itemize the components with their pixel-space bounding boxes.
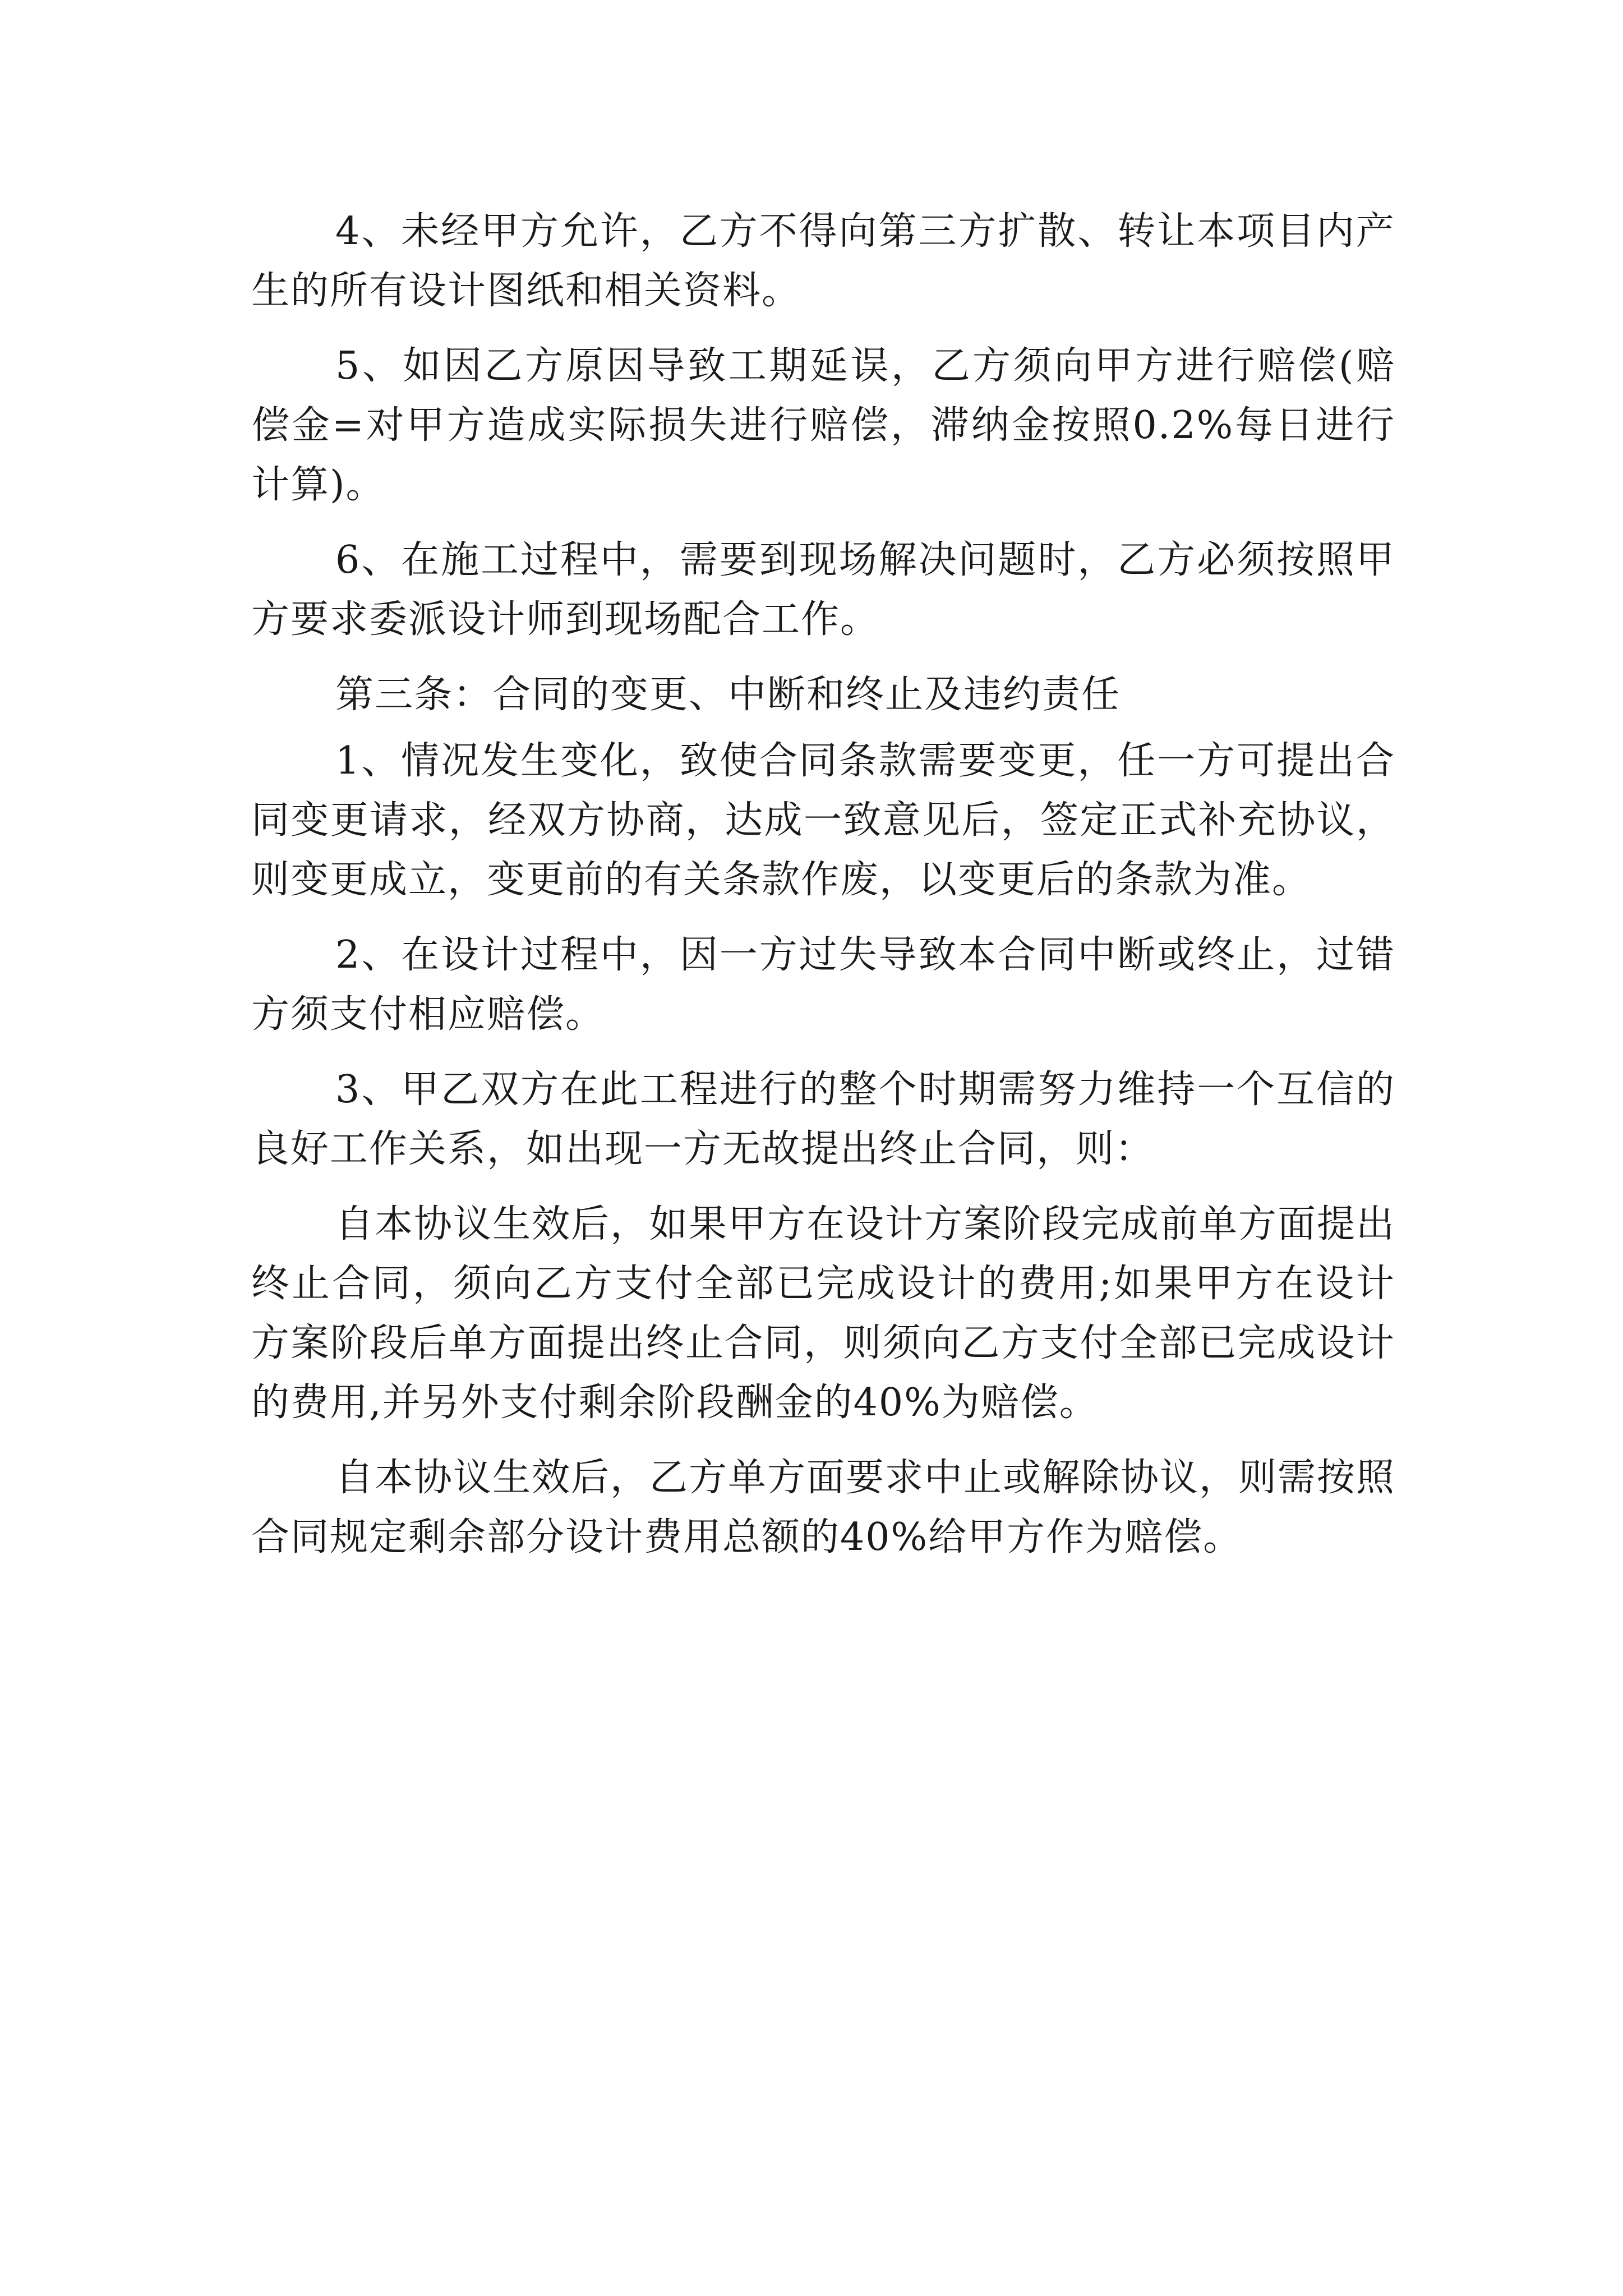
article-three-paragraph-2: 2、在设计过程中，因一方过失导致本合同中断或终止，过错方须支付相应赔偿。 bbox=[251, 933, 1395, 1037]
clause-paragraph-5: 5、如因乙方原因导致工期延误，乙方须向甲方进行赔偿(赔偿金=对甲方造成实际损失进行赔偿，滞纳金按照0.2%每日进行计算)。 bbox=[251, 344, 1395, 507]
party-b-termination-paragraph: 自本协议生效后，乙方单方面要求中止或解除协议，则需按照合同规定剩余部分设计费用总额的40%给甲方作为赔偿。 bbox=[251, 1456, 1396, 1559]
clause-paragraph-6: 6、在施工过程中，需要到现场解决问题时，乙方必须按照甲方要求委派设计师到现场配合工作。 bbox=[251, 538, 1395, 642]
clause-paragraph-4: 4、未经甲方允许，乙方不得向第三方扩散、转让本项目内产生的所有设计图纸和相关资料。 bbox=[251, 209, 1395, 313]
article-three-heading: 第三条：合同的变更、中断和终止及违约责任 bbox=[335, 673, 1121, 717]
article-three-paragraph-3: 3、甲乙双方在此工程进行的整个时期需努力维持一个互信的良好工作关系，如出现一方无故提出终止合同，则： bbox=[251, 1068, 1395, 1171]
party-a-termination-paragraph: 自本协议生效后，如果甲方在设计方案阶段完成前单方面提出终止合同，须向乙方支付全部已完成设计的费用;如果甲方在设计方案阶段后单方面提出终止合同，则须向乙方支付全部已完成设计的费用,并另外支付剩余阶段酬金的40%为赔偿。 bbox=[251, 1202, 1396, 1425]
article-three-paragraph-1: 1、情况发生变化，致使合同条款需要变更，任一方可提出合同变更请求，经双方协商，达成一致意见后，签定正式补充协议，则变更成立，变更前的有关条款作废，以变更后的条款为准。 bbox=[251, 739, 1395, 902]
document-body bbox=[251, 202, 1395, 1583]
